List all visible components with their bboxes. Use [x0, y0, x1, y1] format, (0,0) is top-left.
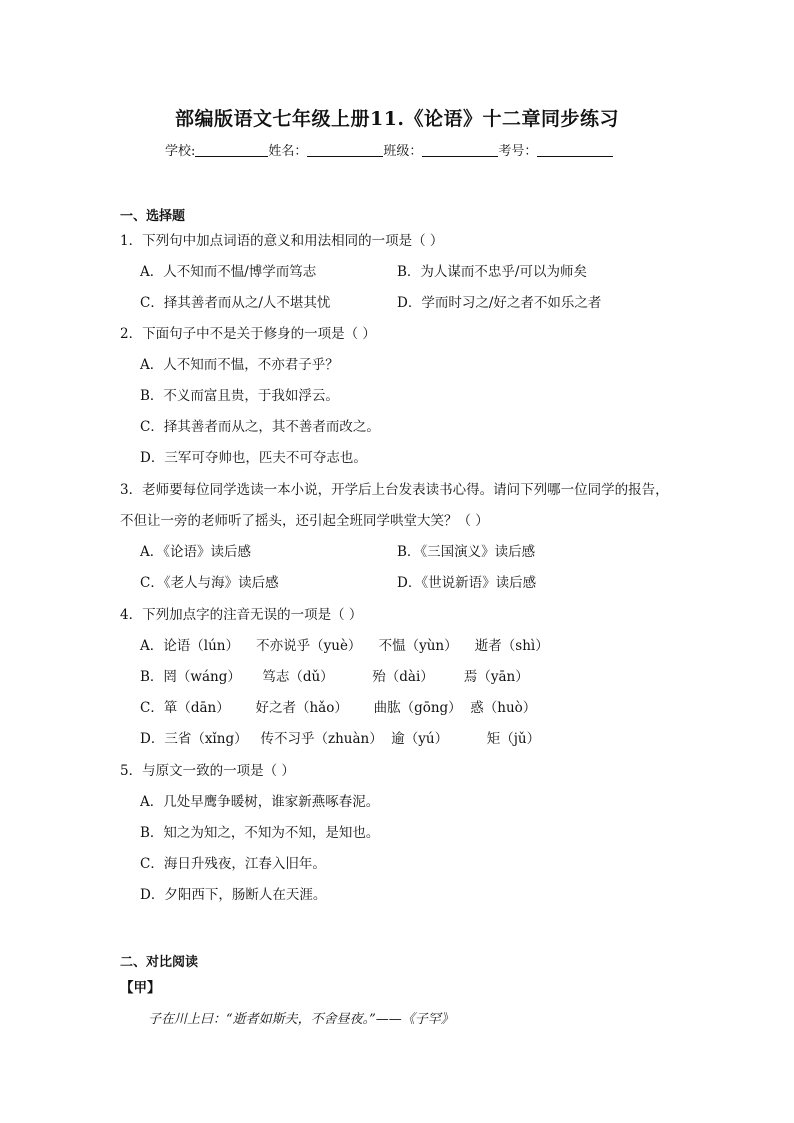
section-heading-choice: 一、选择题 — [120, 209, 186, 224]
question-4-option-d: D．三省（xǐng） 传不习乎（zhuàn） 逾（yú） 矩（jǔ） — [140, 731, 541, 747]
question-2-option-c: C．择其善者而从之，其不善者而改之。 — [140, 419, 380, 435]
question-3-stem-line2: 不但让一旁的老师听了摇头，还引起全班同学哄堂大笑？（ ） — [120, 513, 489, 529]
number-blank — [537, 143, 613, 157]
school-blank — [195, 143, 268, 157]
question-1-stem: 1．下列句中加点词语的意义和用法相同的一项是（ ） — [120, 233, 444, 249]
name-blank — [307, 143, 383, 157]
question-5-option-d: D．夕阳西下，肠断人在天涯。 — [140, 887, 327, 903]
question-1-option-b: B．为人谋而不忠乎/可以为师矣 — [397, 264, 587, 280]
question-3-option-a: A．《论语》读后感 — [140, 544, 251, 560]
question-1-option-a: A．人不知而不愠/博学而笃志 — [140, 264, 317, 280]
question-4-option-c: C．箪（dān） 好之者（hǎo） 曲肱（gōng） 惑（huò） — [140, 700, 537, 716]
question-3-stem-line1: 3．老师要每位同学选读一本小说，开学后上台发表读书心得。请问下列哪一位同学的报告， — [120, 482, 669, 498]
question-1-option-d: D．学而时习之/好之者不如乐之者 — [397, 295, 602, 311]
question-5-option-b: B．知之为知之，不知为不知，是知也。 — [140, 825, 380, 841]
passage-jia-quote: 子在川上曰：“逝者如斯夫，不舍昼夜。”——《子罕》 — [148, 1012, 454, 1027]
section-heading-reading: 二、对比阅读 — [120, 955, 199, 970]
number-label: 考号： — [498, 144, 538, 159]
passage-jia-label: 【甲】 — [120, 980, 161, 996]
question-5-option-a: A．几处早鹰争暖树，谁家新燕啄春泥。 — [140, 794, 380, 810]
question-2-option-d: D．三军可夺帅也，匹夫不可夺志也。 — [140, 450, 367, 466]
question-4-option-b: B．罔（wáng） 笃志（dǔ） 殆（dài） 焉（yān） — [140, 669, 529, 685]
school-label: 学校: — [165, 144, 196, 159]
question-2-option-b: B．不义而富且贵，于我如浮云。 — [140, 388, 339, 404]
question-2-stem: 2．下面句子中不是关于修身的一项是（ ） — [120, 326, 376, 342]
question-4-option-a: A．论语（lún） 不亦说乎（yuè） 不愠（yùn） 逝者（shì） — [140, 638, 549, 654]
name-label: 姓名： — [268, 144, 308, 159]
question-3-option-b: B．《三国演义》读后感 — [397, 544, 536, 560]
question-5-stem: 5．与原文一致的一项是（ ） — [120, 763, 295, 779]
class-blank — [422, 143, 498, 157]
question-1-option-c: C．择其善者而从之/人不堪其忧 — [140, 295, 331, 311]
question-4-stem: 4．下列加点字的注音无误的一项是（ ） — [120, 607, 363, 623]
class-label: 班级： — [383, 144, 423, 159]
question-2-option-a: A．人不知而不愠，不亦君子乎？ — [140, 357, 339, 373]
question-3-option-c: C．《老人与海》读后感 — [140, 575, 279, 591]
page-title: 部编版语文七年级上册11.《论语》十二章同步练习 — [174, 108, 620, 130]
question-3-option-d: D．《世说新语》读后感 — [397, 575, 537, 591]
student-info-line — [165, 140, 613, 159]
question-5-option-c: C．海日升残夜，江春入旧年。 — [140, 856, 326, 872]
